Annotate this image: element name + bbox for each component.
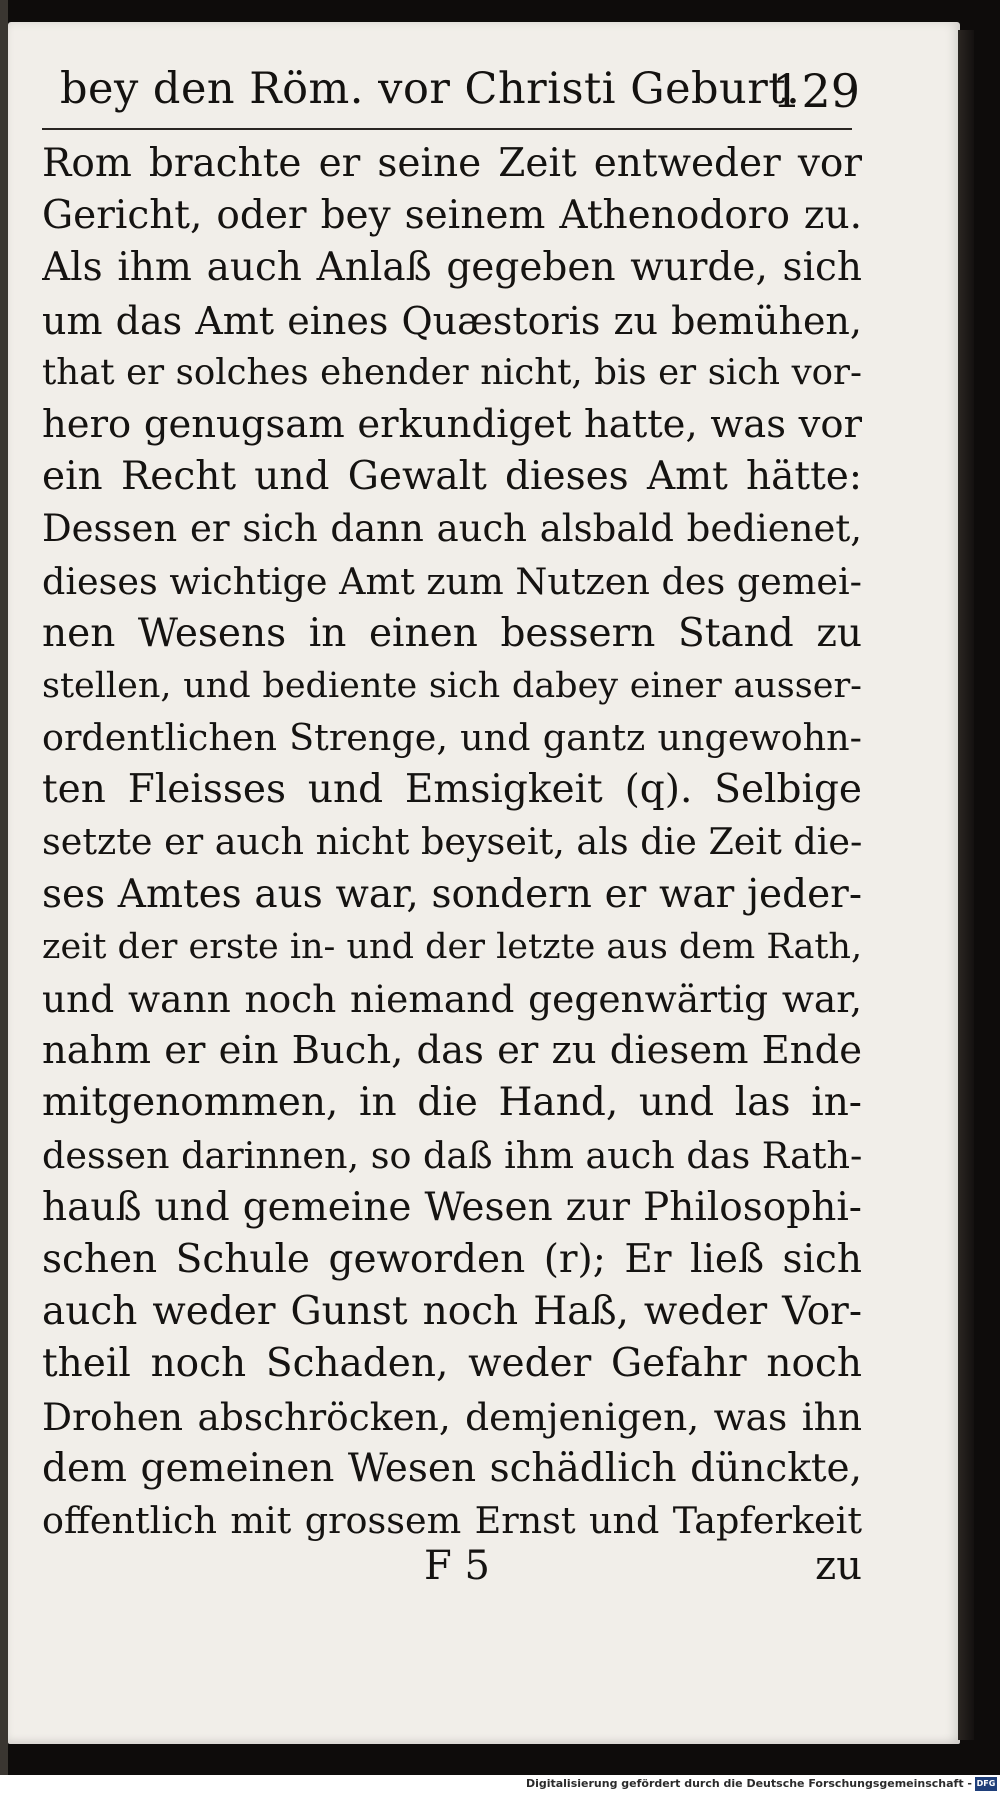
text-line: hauß und gemeine Wesen zur Philosophi- [42, 1184, 862, 1230]
text-line: auch weder Gunst noch Haß, weder Vor- [42, 1289, 862, 1335]
text-line: nahm er ein Buch, das er zu diesem Ende [42, 1028, 862, 1074]
page-gutter-shadow [958, 30, 974, 1740]
header-rule [42, 128, 852, 130]
page-number: 129 [772, 64, 860, 118]
signature-mark: F 5 [424, 1543, 490, 1589]
text-line: stellen, und bediente sich dabey einer ausser- [42, 665, 862, 706]
text-line: Drohen abschröcken, demjenigen, was ihn [42, 1394, 862, 1439]
body-text [42, 138, 862, 1547]
catchword: zu [815, 1543, 862, 1589]
text-line: ten Fleisses und Emsigkeit (q). Selbige [42, 767, 862, 813]
text-line: zeit der erste in- und der letzte aus dem Rath, [42, 926, 862, 967]
text-line: dem gemeinen Wesen schädlich dünckte, [42, 1445, 862, 1491]
text-line: theil noch Schaden, weder Gefahr noch [42, 1341, 862, 1387]
text-line: dieses wichtige Amt zum Nutzen des gemei- [42, 559, 862, 603]
text-line: dessen darinnen, so daß ihm auch das Rath- [42, 1133, 862, 1177]
text-line: Dessen er sich dann auch alsbald bedienet, [42, 507, 862, 551]
text-line: Gericht, oder bey seinem Athenodoro zu. [42, 193, 862, 239]
text-line: hero genugsam erkundiget hatte, was vor [42, 401, 862, 447]
text-line: ein Recht und Gewalt dieses Amt hätte: [42, 454, 862, 500]
page-footer [42, 1543, 862, 1599]
dfg-logo-icon: DFG [975, 1777, 997, 1791]
text-line: offentlich mit grossem Ernst und Tapferkeit [42, 1498, 862, 1542]
text-line: setzte er auch nicht beyseit, als die Zeit die- [42, 820, 862, 864]
text-line: that er solches ehender nicht, bis er sich vor- [42, 351, 862, 393]
scan-background-edge [0, 0, 8, 1795]
text-line: um das Amt eines Quæstoris zu bemühen, [42, 298, 862, 343]
digitization-credit: Digitalisierung gefördert durch die Deutsche Forschungsgemeinschaft - [525, 1777, 972, 1790]
text-line: Als ihm auch Anlaß gegeben wurde, sich [42, 245, 862, 291]
text-line: nen Wesens in einen bessern Stand zu [42, 610, 862, 656]
page-header [50, 60, 870, 130]
text-line: Rom brachte er seine Zeit entweder vor [42, 141, 862, 186]
text-line: mitgenommen, in die Hand, und las in- [42, 1080, 862, 1126]
text-line: und wann noch niemand gegenwärtig war, [42, 977, 862, 1021]
running-head: bey den Röm. vor Christi Geburt. [60, 64, 801, 114]
text-line: schen Schule geworden (r); Er ließ sich [42, 1236, 862, 1282]
text-line: ses Amtes aus war, sondern er war jeder- [42, 871, 862, 917]
text-line: ordentlichen Strenge, und gantz ungewohn- [42, 716, 862, 760]
